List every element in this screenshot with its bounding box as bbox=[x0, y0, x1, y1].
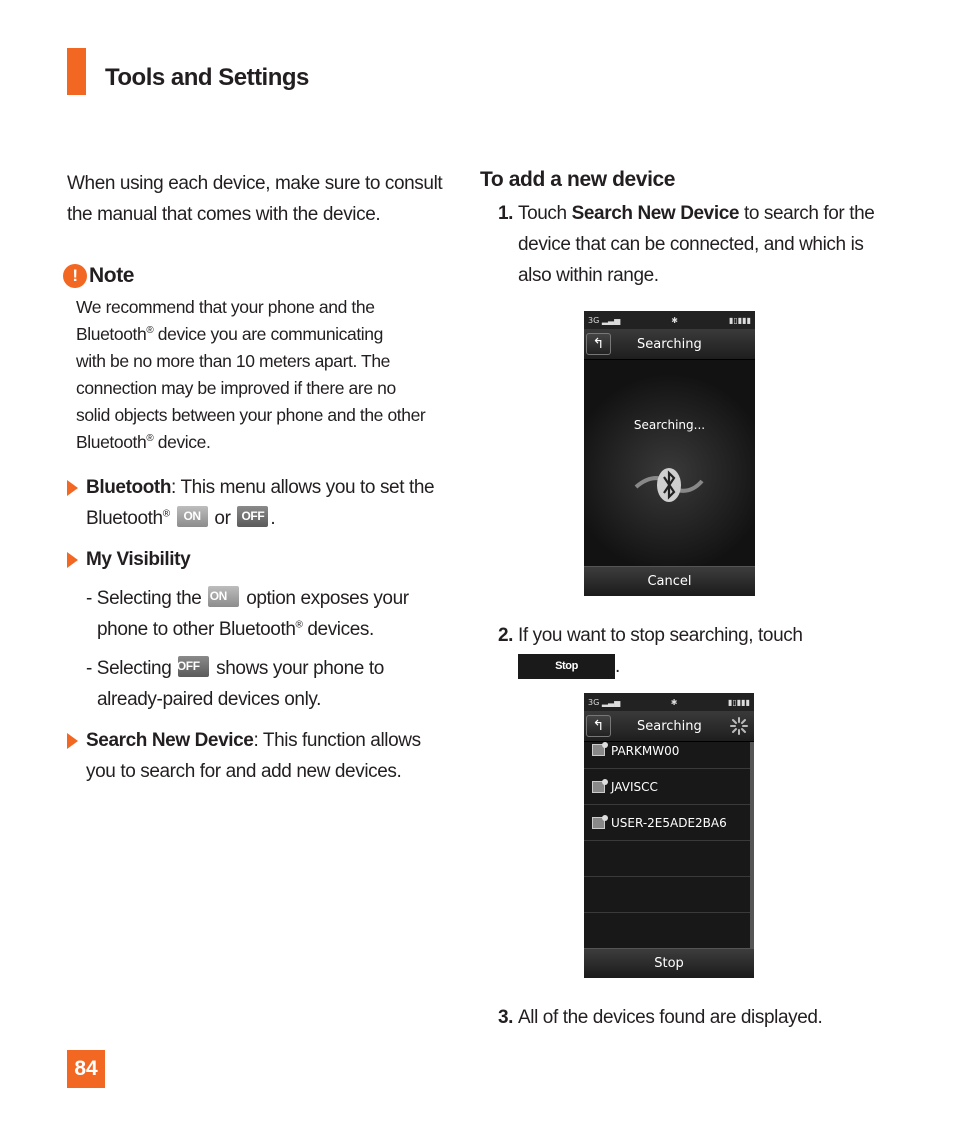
signal-icon: 3G ▂▃▅ bbox=[588, 697, 621, 707]
empty-row bbox=[584, 877, 750, 913]
empty-row bbox=[584, 841, 750, 877]
status-bar bbox=[584, 311, 755, 329]
back-button[interactable] bbox=[586, 333, 611, 355]
intro-text: When using each device, make sure to consult the manual that comes with the device. bbox=[67, 173, 443, 225]
step-2: 2. If you want to stop searching, touch Stop . bbox=[480, 620, 880, 682]
battery-icon: ▮▯▮▮▮ bbox=[727, 697, 750, 707]
scrollbar[interactable] bbox=[750, 742, 754, 948]
note-title: Note bbox=[89, 264, 135, 287]
note-line: with be no more than 10 meters apart. The bbox=[76, 351, 391, 371]
searching-message: Searching... bbox=[633, 418, 706, 432]
search-body bbox=[584, 360, 755, 566]
back-button[interactable] bbox=[586, 715, 611, 737]
phone-screenshot-searching bbox=[584, 311, 755, 596]
note-line: Bluetooth® device you are communicating bbox=[76, 324, 383, 344]
off-toggle-icon: OFF bbox=[178, 656, 209, 677]
visibility-item-off: - Selecting OFF shows your phone to already-paired devices only. bbox=[86, 658, 384, 710]
title-bar bbox=[584, 711, 754, 742]
bullet-arrow-icon bbox=[67, 480, 78, 496]
screen-title: Searching bbox=[637, 718, 702, 734]
search-bullet: Search New Device: This function allows you to search for and add new devices. bbox=[67, 725, 452, 787]
list-item[interactable]: PARKMW00 bbox=[584, 742, 750, 769]
note-body bbox=[76, 294, 452, 456]
left-column bbox=[67, 168, 452, 787]
list-item[interactable]: USER-2E5ADE2BA6 bbox=[584, 805, 750, 841]
stop-button[interactable]: Stop bbox=[584, 948, 754, 978]
on-toggle-icon: ON bbox=[208, 586, 239, 607]
back-arrow-icon: ↰ bbox=[592, 336, 605, 352]
add-device-heading: To add a new device bbox=[480, 168, 676, 191]
phone-screenshot-results bbox=[584, 693, 754, 978]
note-heading bbox=[63, 264, 452, 288]
title-bar bbox=[584, 329, 755, 360]
note-line: We recommend that your phone and the bbox=[76, 297, 375, 317]
screen-title: Searching bbox=[637, 336, 702, 352]
signal-icon: 3G ▂▃▅ bbox=[588, 315, 621, 325]
step-1: 1. Touch Search New Device to search for the device that can be connected, and which is also within range. bbox=[498, 203, 875, 286]
visibility-item-on: - Selecting the ON option exposes your phone to other Bluetooth® devices. bbox=[86, 588, 409, 640]
bluetooth-search-icon bbox=[632, 465, 707, 505]
back-arrow-icon: ↰ bbox=[592, 718, 605, 734]
device-icon bbox=[592, 744, 605, 756]
on-toggle-icon: ON bbox=[177, 506, 208, 527]
device-icon bbox=[592, 817, 605, 829]
status-bar bbox=[584, 693, 754, 711]
section-title: Tools and Settings bbox=[105, 64, 309, 91]
loading-spinner-icon bbox=[730, 717, 748, 735]
bluetooth-term: Bluetooth bbox=[86, 477, 172, 498]
stop-button-image: Stop bbox=[518, 654, 615, 679]
device-icon bbox=[592, 781, 605, 793]
visibility-term: My Visibility bbox=[86, 549, 191, 570]
battery-icon: ▮▯▮▮▮ bbox=[728, 315, 751, 325]
cancel-button[interactable]: Cancel bbox=[584, 566, 755, 596]
note-line: connection may be improved if there are no bbox=[76, 378, 396, 398]
list-item[interactable]: JAVISCC bbox=[584, 769, 750, 805]
search-term: Search New Device bbox=[86, 730, 254, 751]
warning-icon: ! bbox=[63, 264, 87, 288]
bluetooth-status-icon: ✱ bbox=[671, 315, 678, 325]
bullet-arrow-icon bbox=[67, 552, 78, 568]
right-column bbox=[480, 168, 880, 291]
note-line: solid objects between your phone and the other bbox=[76, 405, 426, 425]
device-list bbox=[584, 742, 750, 948]
visibility-bullet bbox=[67, 544, 452, 575]
note-line: Bluetooth® device. bbox=[76, 432, 211, 452]
bluetooth-bullet: Bluetooth: This menu allows you to set the Bluetooth® ON or OFF . bbox=[67, 472, 452, 534]
empty-row bbox=[584, 913, 750, 949]
step-3: 3. All of the devices found are displayed. bbox=[498, 1007, 823, 1028]
bluetooth-status-icon: ✱ bbox=[670, 697, 678, 707]
section-marker bbox=[67, 48, 86, 95]
off-toggle-icon: OFF bbox=[237, 506, 268, 527]
bullet-arrow-icon bbox=[67, 733, 78, 749]
page-number: 84 bbox=[67, 1050, 105, 1088]
